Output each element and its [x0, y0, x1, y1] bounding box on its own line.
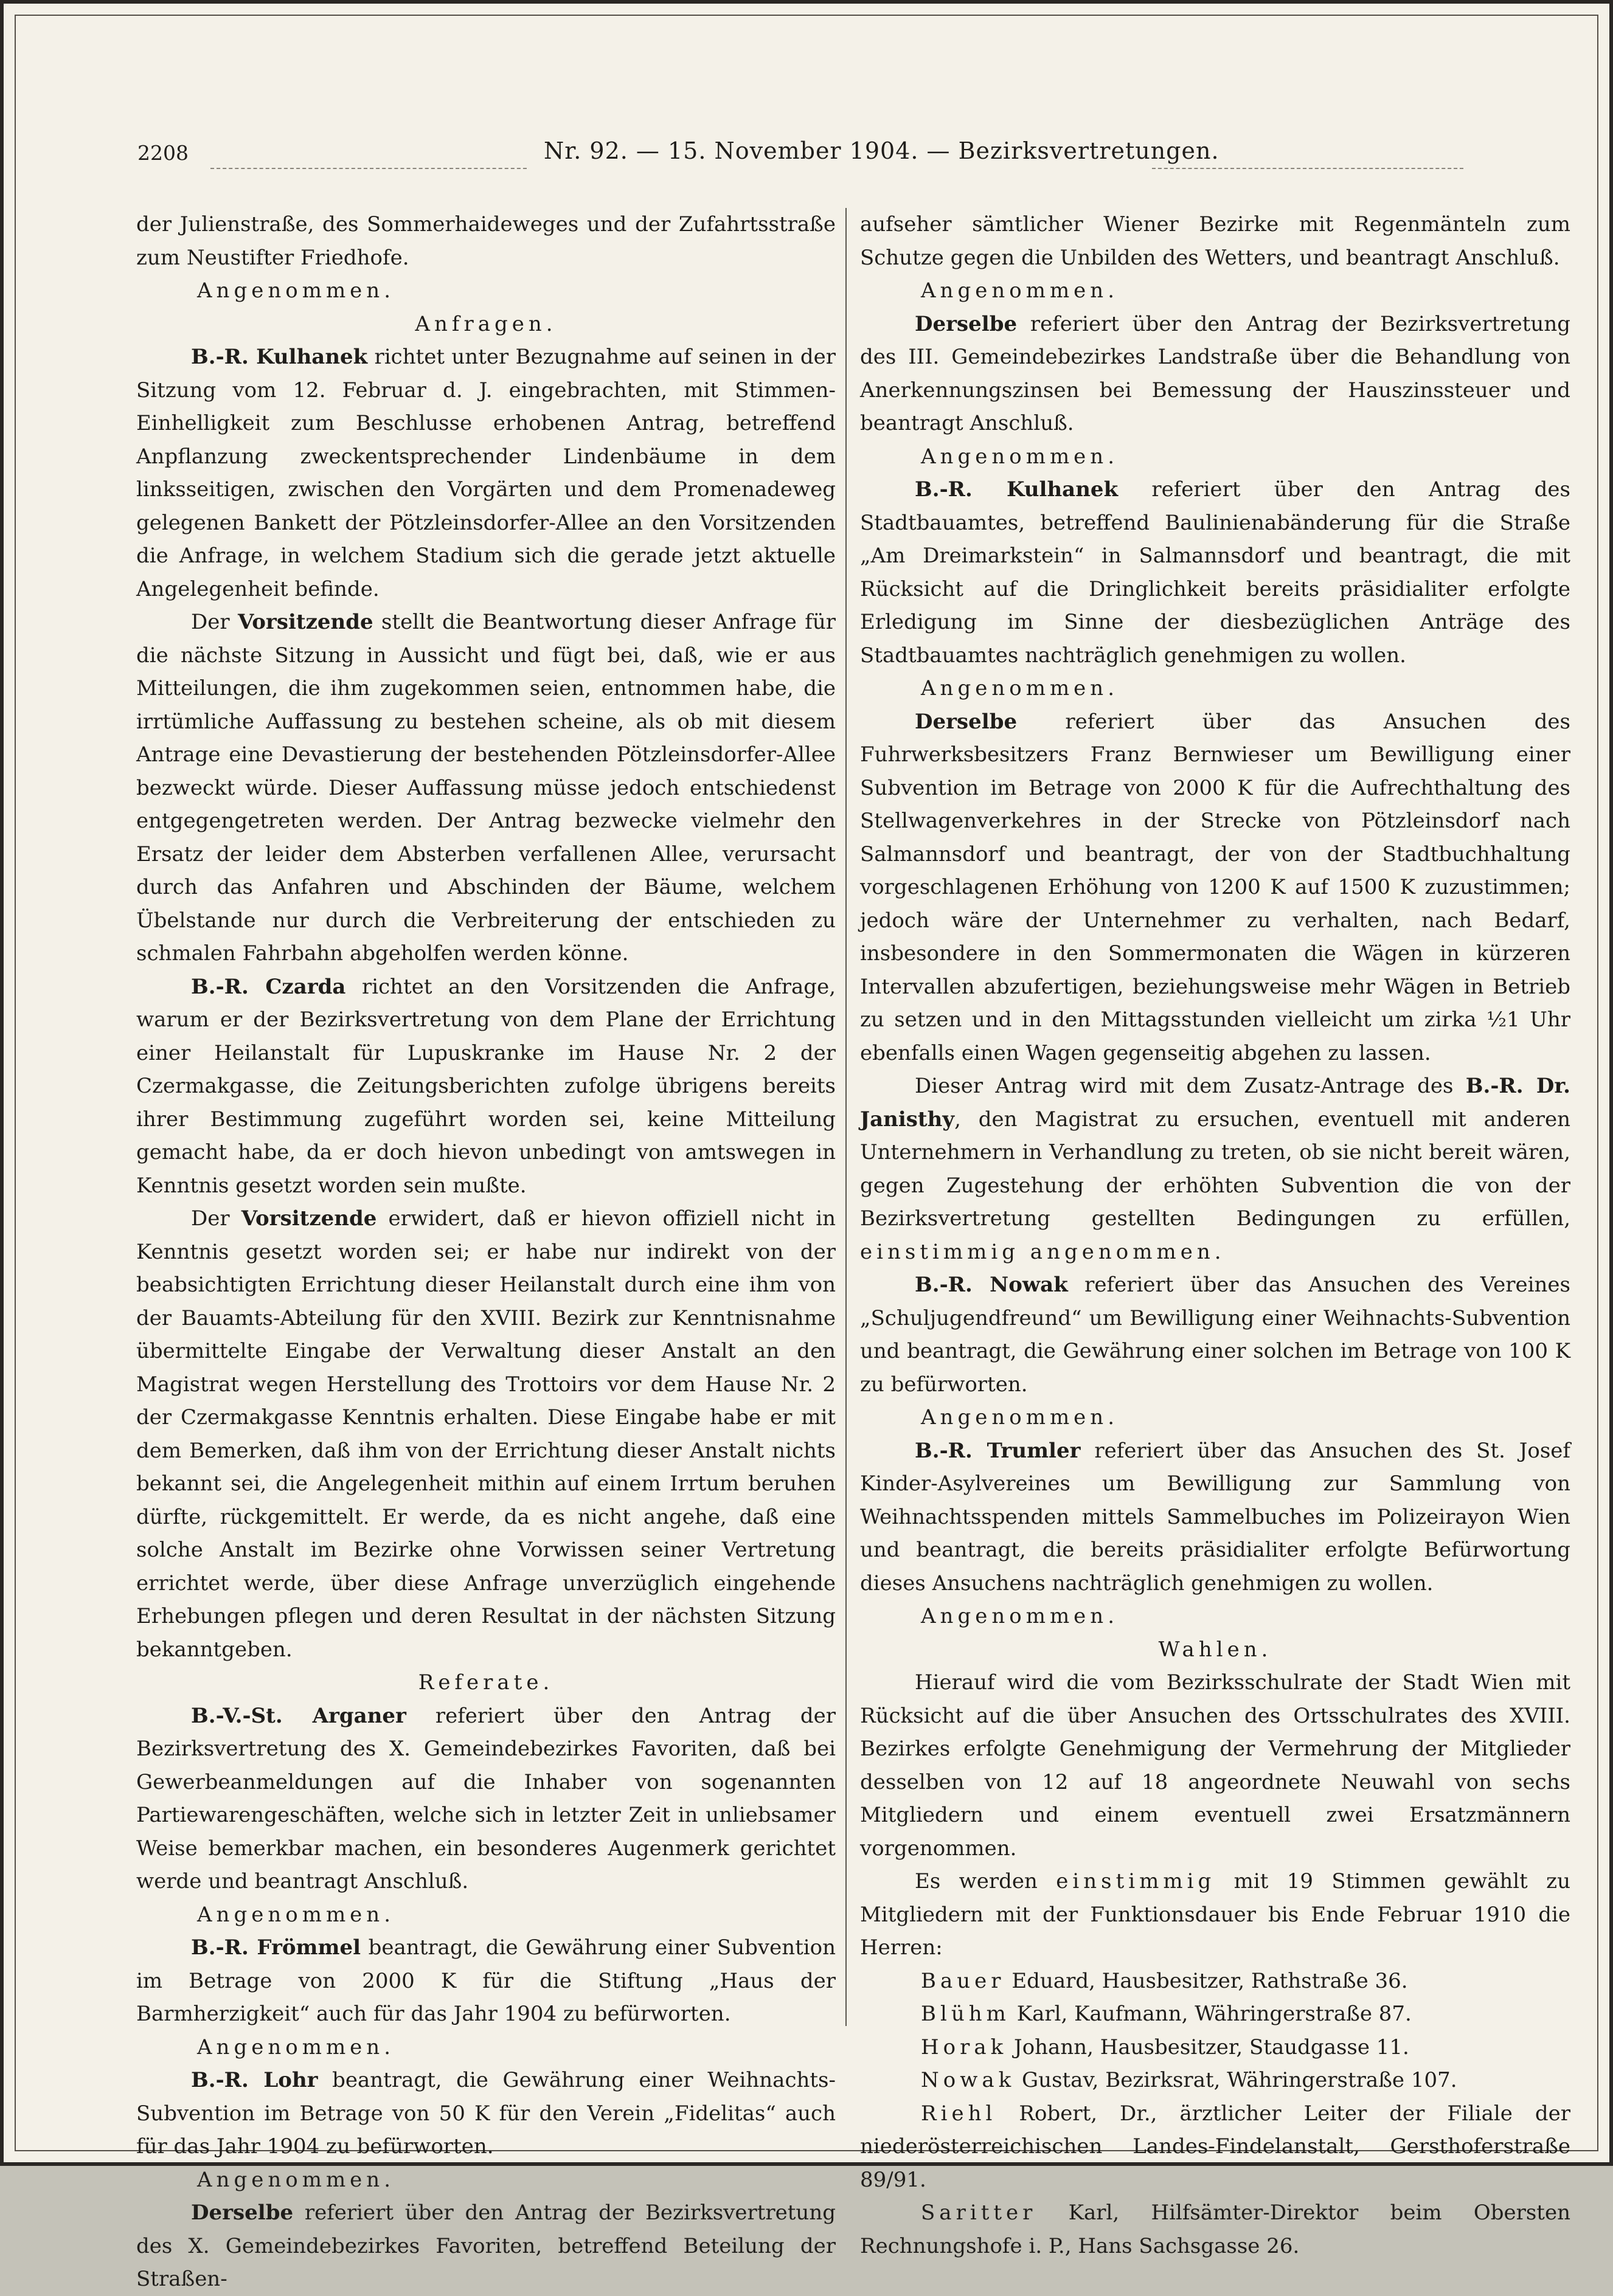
resolution-inline: einstimmig angenommen. — [860, 1239, 1226, 1264]
paragraph — [136, 1700, 836, 1898]
resolution-angenommen: Angenommen. — [921, 1405, 1119, 1430]
speaker-name: B.-R. Frömmel — [191, 1935, 361, 1960]
member-details: Karl, Hilfsämter-Direktor beim Obersten Rechnungshofe i. P., Hans Sachsgasse 26. — [860, 2201, 1570, 2258]
paragraph-text: beantragt, die Gewährung einer Subvention im Betrage von 2000 K für die Stiftung „Haus der Barmherzigkeit“ auch für das Jahr 1904 zu befürworten. — [136, 1935, 836, 2026]
emphasis-einstimmig: einstimmig — [1056, 1869, 1216, 1893]
section-heading-referate: Referate. — [418, 1670, 554, 1695]
paragraph — [860, 1865, 1570, 1965]
page-number: 2208 — [137, 141, 189, 165]
speaker-name: B.-R. Kulhanek — [915, 477, 1119, 502]
section-heading-anfragen: Anfragen. — [415, 311, 557, 336]
member-details: Karl, Kaufmann, Währingerstraße 87. — [1010, 2002, 1412, 2026]
speaker-name: Derselbe — [191, 2201, 294, 2225]
resolution-angenommen: Angenommen. — [197, 2167, 395, 2192]
speaker-name: Derselbe — [915, 311, 1018, 336]
speaker-name: B.-R. Czarda — [191, 974, 346, 999]
speaker-name: B.-R. Lohr — [191, 2068, 318, 2092]
paragraph-text: richtet unter Bezugnahme auf seinen in der Sitzung vom 12. Februar d. J. eingebrachten, mit Stimmen-Einhelligkeit zum Beschlusse erhobenen Antrag, betreffend Anpflanzung zweckentsprechender Lindenbäume in dem linksseitigen, zwischen den Vorgärten und dem Promenadeweg gelegenen Bankett der Pötzleinsdorfer-Allee an den Vorsitzenden die Anfrage, in welchem Stadium sich die gerade jetzt aktuelle Angelegenheit befinde. — [136, 345, 836, 601]
page-header — [137, 137, 1463, 178]
member-surname: Horak — [921, 2035, 1008, 2059]
paragraph-text: richtet an den Vorsitzenden die Anfrage, warum er der Bezirksvertretung von dem Plane der Errichtung einer Heilanstalt für Lupuskranke im Hause Nr. 2 der Czermakgasse, die Zeitungsberichten zufolge übrigens bereits ihrer Bestimmung zugeführt worden sei, keine Mitteilung gemacht habe, da er doch hievon unbedingt von amtswegen in Kenntnis gesetzt worden sein mußte. — [136, 974, 836, 1198]
member-surname: Blühm — [921, 2002, 1010, 2026]
paragraph-text: referiert über den Antrag der Bezirksvertretung des III. Gemeindebezirkes Landstraße über die Behandlung von Anerkennungszinsen bei Bemessung der Hauszinssteuer und beantragt Anschluß. — [860, 311, 1570, 435]
paragraph — [136, 2064, 836, 2163]
resolution-angenommen: Angenommen. — [197, 1902, 395, 1927]
header-title: Nr. 92. — 15. November 1904. — Bezirksvertretungen. — [544, 137, 1219, 164]
speaker-name: B.-V.-St. Arganer — [191, 1703, 406, 1728]
paragraph: der Julienstraße, des Sommerhaideweges und der Zufahrtsstraße zum Neustifter Friedhofe. — [136, 212, 836, 270]
resolution-angenommen: Angenommen. — [197, 278, 395, 303]
member-surname: Riehl — [921, 2101, 997, 2126]
paragraph — [136, 341, 836, 606]
paragraph-text: stellt die Beantwortung dieser Anfrage für die nächste Sitzung in Aussicht und fügt bei, daß, wie er aus Mitteilungen, die ihm zugekommen seien, entnommen habe, die irrtümliche Auffassung zu bestehen scheine, als ob mit diesem Antrage eine Devastierung der bestehenden Pötzleinsdorfer-Allee bezweckt würde. Dieser Auffassung müsse jedoch entschiedenst entgegengetreten werden. Der Antrag bezwecke vielmehr den Ersatz der leider dem Absterben verfallenen Allee, verursacht durch das Anfahren und Abschinden der Bäume, welchem Übelstande nur durch die Verbreiterung der entschieden zu schmalen Fahrbahn abgeholfen werden könne. — [136, 610, 836, 966]
paragraph-text: referiert über den Antrag der Bezirksvertretung des X. Gemeindebezirkes Favoriten, betreffend Beteilung der Straßen- — [136, 2201, 836, 2291]
speaker-name: B.-R. Dr. Janisthy — [860, 1074, 1570, 1132]
resolution-angenommen: Angenommen. — [921, 444, 1119, 469]
speaker-name: Derselbe — [915, 709, 1018, 734]
paragraph — [136, 1931, 836, 2031]
paragraph — [860, 308, 1570, 440]
paragraph-text: referiert über das Ansuchen des St. Josef Kinder-Asylvereines um Bewilligung zur Sammlung von Weihnachtsspenden mittels Sammelbuches im Polizeirayon Wien und beantragt, die bereits präsidialiter erfolgte Befürwortung dieses Ansuchens nachträglich genehmigen zu wollen. — [860, 1438, 1570, 1596]
resolution-angenommen: Angenommen. — [921, 278, 1119, 303]
speaker-name: B.-R. Nowak — [915, 1273, 1068, 1297]
paragraph-text: Dieser Antrag wird mit dem Zusatz-Antrage des — [915, 1074, 1466, 1098]
resolution-angenommen: Angenommen. — [921, 676, 1119, 700]
paragraph-text: Der — [191, 610, 238, 634]
paragraph-text: referiert über den Antrag des Stadtbauamtes, betreffend Baulinienabänderung für die Straße „Am Dreimarkstein“ in Salmannsdorf und beantragt, die mit Rücksicht auf die Dringlichkeit bereits präsidialiter erfolgte Erledigung im Sinne der diesbezüglichen Anträge des Stadtbauamtes nachträglich genehmigen zu wollen. — [860, 477, 1570, 668]
paragraph-text: beantragt, die Gewährung einer Weihnachts-Subvention im Betrage von 50 K für den Verein „Fidelitas“ auch für das Jahr 1904 zu befürworten. — [136, 2068, 836, 2159]
paragraph-text: Der — [191, 1206, 241, 1231]
right-column — [860, 208, 1570, 2263]
member-entry — [860, 2031, 1570, 2064]
paragraph — [860, 473, 1570, 672]
member-entry — [860, 2196, 1570, 2263]
paragraph — [860, 1070, 1570, 1268]
member-entry — [860, 2097, 1570, 2197]
paragraph — [136, 1202, 836, 1666]
paragraph-text: referiert über das Ansuchen des Fuhrwerksbesitzers Franz Bernwieser um Bewilligung einer Subvention im Betrage von 2000 K für die Aufrechthaltung des Stellwagenverkehres in der Strecke von Pötzleinsdorf nach Salmannsdorf und beantragt, der von der Stadtbuchhaltung vorgeschlagenen Erhöhung von 1200 K auf 1500 K zuzustimmen; jedoch wäre der Unternehmer zu verhalten, nach Bedarf, insbesondere in den Sommermonaten die Wägen in kürzeren Intervallen abzufertigen, beziehungsweise mehr Wägen in Betrieb zu setzen und in den Mittagsstunden vielleicht um zirka ½1 Uhr ebenfalls einen Wagen gegenseitig abgehen zu lassen. — [860, 709, 1570, 1065]
paragraph-text: mit 19 Stimmen gewählt zu Mitgliedern mit der Funktionsdauer bis Ende Februar 1910 die Herren: — [860, 1869, 1570, 1960]
member-entry — [860, 1997, 1570, 2031]
paragraph-text: , den Magistrat zu ersuchen, eventuell mit anderen Unternehmern in Verhandlung zu treten, ob sie nicht bereit wären, gegen Zugestehung der erhöhten Subvention die von der Bezirksvertretung gestellten Bedingungen zu erfüllen, — [860, 1107, 1570, 1231]
speaker-name: Vorsitzende — [238, 610, 373, 634]
resolution-angenommen: Angenommen. — [197, 2035, 395, 2059]
paragraph: aufseher sämtlicher Wiener Bezirke mit Regenmänteln zum Schutze gegen die Unbilden des Wetters, und beantragt Anschluß. — [860, 212, 1570, 270]
paragraph: Hierauf wird die vom Bezirksschulrate der Stadt Wien mit Rücksicht auf die über Ansuchen des Ortsschulrates des XVIII. Bezirkes erfolgte Genehmigung der Vermehrung der Mitglieder desselben von 12 auf 18 angeordnete Neuwahl von sechs Mitgliedern und einem eventuell zwei Ersatzmännern vorgenommen. — [860, 1670, 1570, 1861]
paragraph — [136, 606, 836, 970]
left-column — [136, 208, 836, 2296]
paragraph-text: Es werden — [915, 1869, 1056, 1893]
header-rule-right — [1152, 168, 1463, 169]
speaker-name: B.-R. Trumler — [915, 1438, 1081, 1463]
member-entry — [860, 2064, 1570, 2097]
resolution-angenommen: Angenommen. — [921, 1604, 1119, 1628]
member-details: Gustav, Bezirksrat, Währingerstraße 107. — [1015, 2068, 1457, 2092]
speaker-name: B.-R. Kulhanek — [191, 345, 368, 369]
header-rule-left — [210, 168, 527, 169]
member-surname: Nowak — [921, 2068, 1016, 2092]
member-details: Johann, Hausbesitzer, Staudgasse 11. — [1007, 2035, 1409, 2059]
member-details: Eduard, Hausbesitzer, Rathstraße 36. — [1005, 1968, 1408, 1993]
paragraph-text: referiert über den Antrag der Bezirksvertretung des X. Gemeindebezirkes Favoriten, daß bei Gewerbeanmeldungen auf die Inhaber von sogenannten Partiewarengeschäften, welche sich in letzter Zeit in unliebsamer Weise bemerkbar machen, ein besonderes Augenmerk gerichtet werde und beantragt Anschluß. — [136, 1703, 836, 1893]
paragraph — [136, 970, 836, 1203]
member-surname: Bauer — [921, 1968, 1005, 1993]
speaker-name: Vorsitzende — [241, 1206, 377, 1231]
paragraph — [860, 705, 1570, 1070]
paragraph — [136, 2196, 836, 2296]
member-surname: Saritter — [921, 2201, 1037, 2225]
paragraph-text: erwidert, daß er hievon offiziell nicht in Kenntnis gesetzt worden sei; er habe nur indirekt von der beabsichtigten Errichtung dieser Heilanstalt durch eine ihm von der Bauamts-Abteilung für den XVIII. Bezirk zur Kenntnisnahme übermittelte Eingabe der Verwaltung dieser Anstalt an den Magistrat wegen Herstellung des Trottoirs vor dem Hause Nr. 2 der Czermakgasse Kenntnis erhalten. Diese Eingabe habe er mit dem Bemerken, daß ihm von der Errichtung dieser Anstalt nichts bekannt sei, die Angelegenheit mithin auf einem Irrtum beruhen dürfte, rückgemittelt. Er werde, da es nicht angehe, daß eine solche Anstalt im Bezirke ohne Vorwissen seiner Vertretung errichtet werde, über diese Anfrage unverzüglich eingehende Erhebungen pflegen und deren Resultat in der nächsten Sitzung bekanntgeben. — [136, 1206, 836, 1662]
member-details: Robert, Dr., ärztlicher Leiter der Filiale der niederösterreichischen Landes-Findelanstalt, Gersthoferstraße 89/91. — [860, 2101, 1570, 2192]
member-entry — [860, 1965, 1570, 1998]
section-heading-wahlen: Wahlen. — [1158, 1637, 1272, 1662]
column-divider — [845, 208, 847, 2026]
paragraph-text: referiert über das Ansuchen des Vereines „Schuljugendfreund“ um Bewilligung einer Weihnachts-Subvention und beantragt, die Gewährung einer solchen im Betrage von 100 K zu befürworten. — [860, 1273, 1571, 1397]
paragraph — [860, 1268, 1570, 1401]
paragraph — [860, 1434, 1570, 1600]
